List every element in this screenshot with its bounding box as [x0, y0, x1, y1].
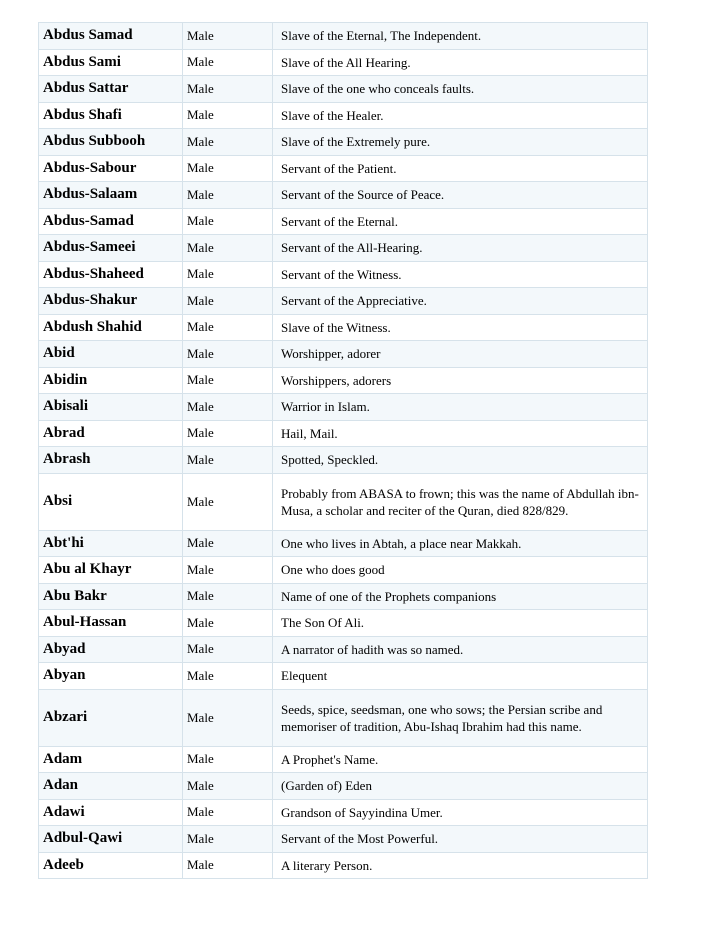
meaning-cell: A narrator of hadith was so named. — [273, 636, 648, 663]
gender-cell: Male — [183, 314, 273, 341]
gender-cell: Male — [183, 610, 273, 637]
gender-cell: Male — [183, 76, 273, 103]
gender-cell: Male — [183, 689, 273, 746]
gender-cell: Male — [183, 182, 273, 209]
name-cell: Adam — [39, 746, 183, 773]
gender-cell: Male — [183, 49, 273, 76]
name-cell: Abrad — [39, 420, 183, 447]
table-row — [39, 773, 648, 800]
name-cell: Adbul-Qawi — [39, 826, 183, 853]
gender-cell: Male — [183, 773, 273, 800]
gender-cell: Male — [183, 341, 273, 368]
table-row — [39, 182, 648, 209]
meaning-cell: Slave of the Healer. — [273, 102, 648, 129]
meaning-cell: Servant of the Eternal. — [273, 208, 648, 235]
meaning-cell: Slave of the Eternal, The Independent. — [273, 23, 648, 50]
gender-cell: Male — [183, 447, 273, 474]
gender-cell: Male — [183, 102, 273, 129]
name-cell: Abu al Khayr — [39, 557, 183, 584]
table-row — [39, 689, 648, 746]
gender-cell: Male — [183, 288, 273, 315]
gender-cell: Male — [183, 367, 273, 394]
gender-cell: Male — [183, 746, 273, 773]
table-row — [39, 208, 648, 235]
meaning-cell: Grandson of Sayyindina Umer. — [273, 799, 648, 826]
table-row — [39, 746, 648, 773]
names-table-body — [39, 23, 648, 879]
name-cell: Abdus-Shakur — [39, 288, 183, 315]
table-row — [39, 23, 648, 50]
table-row — [39, 341, 648, 368]
name-cell: Adeeb — [39, 852, 183, 879]
table-row — [39, 557, 648, 584]
name-cell: Abyan — [39, 663, 183, 690]
name-cell: Abdus Subbooh — [39, 129, 183, 156]
name-cell: Abdus-Shaheed — [39, 261, 183, 288]
name-cell: Absi — [39, 473, 183, 530]
table-row — [39, 826, 648, 853]
gender-cell: Male — [183, 235, 273, 262]
table-row — [39, 420, 648, 447]
table-row — [39, 636, 648, 663]
meaning-cell: Servant of the Source of Peace. — [273, 182, 648, 209]
table-row — [39, 155, 648, 182]
table-row — [39, 394, 648, 421]
gender-cell: Male — [183, 420, 273, 447]
gender-cell: Male — [183, 636, 273, 663]
table-row — [39, 261, 648, 288]
gender-cell: Male — [183, 826, 273, 853]
meaning-cell: Worshippers, adorers — [273, 367, 648, 394]
table-row — [39, 473, 648, 530]
gender-cell: Male — [183, 23, 273, 50]
meaning-cell: (Garden of) Eden — [273, 773, 648, 800]
gender-cell: Male — [183, 473, 273, 530]
name-cell: Abdus Sattar — [39, 76, 183, 103]
name-cell: Abidin — [39, 367, 183, 394]
table-row — [39, 367, 648, 394]
meaning-cell: Name of one of the Prophets companions — [273, 583, 648, 610]
table-row — [39, 852, 648, 879]
gender-cell: Male — [183, 557, 273, 584]
meaning-cell: Worshipper, adorer — [273, 341, 648, 368]
table-row — [39, 235, 648, 262]
name-cell: Adan — [39, 773, 183, 800]
meaning-cell: Slave of the Witness. — [273, 314, 648, 341]
name-cell: Abdus Samad — [39, 23, 183, 50]
meaning-cell: One who does good — [273, 557, 648, 584]
meaning-cell: A Prophet's Name. — [273, 746, 648, 773]
table-row — [39, 610, 648, 637]
name-cell: Abul-Hassan — [39, 610, 183, 637]
gender-cell: Male — [183, 394, 273, 421]
name-cell: Abzari — [39, 689, 183, 746]
name-cell: Abdus Sami — [39, 49, 183, 76]
gender-cell: Male — [183, 663, 273, 690]
meaning-cell: Probably from ABASA to frown; this was the name of Abdullah ibn-Musa, a scholar and reciter of the Quran, died 828/829. — [273, 473, 648, 530]
name-cell: Abrash — [39, 447, 183, 474]
name-cell: Abisali — [39, 394, 183, 421]
meaning-cell: Servant of the Patient. — [273, 155, 648, 182]
name-cell: Abdus Shafi — [39, 102, 183, 129]
meaning-cell: Warrior in Islam. — [273, 394, 648, 421]
meaning-cell: Slave of the one who conceals faults. — [273, 76, 648, 103]
table-row — [39, 76, 648, 103]
meaning-cell: Servant of the Most Powerful. — [273, 826, 648, 853]
gender-cell: Male — [183, 583, 273, 610]
table-row — [39, 583, 648, 610]
name-cell: Abdush Shahid — [39, 314, 183, 341]
gender-cell: Male — [183, 852, 273, 879]
meaning-cell: Servant of the All-Hearing. — [273, 235, 648, 262]
meaning-cell: Spotted, Speckled. — [273, 447, 648, 474]
meaning-cell: One who lives in Abtah, a place near Makkah. — [273, 530, 648, 557]
gender-cell: Male — [183, 208, 273, 235]
table-row — [39, 288, 648, 315]
name-cell: Abdus-Sabour — [39, 155, 183, 182]
table-row — [39, 447, 648, 474]
names-table — [38, 22, 648, 879]
gender-cell: Male — [183, 799, 273, 826]
name-cell: Abdus-Samad — [39, 208, 183, 235]
meaning-cell: A literary Person. — [273, 852, 648, 879]
meaning-cell: Seeds, spice, seedsman, one who sows; the Persian scribe and memoriser of tradition, Abu-Ishaq Ibrahim had this name. — [273, 689, 648, 746]
meaning-cell: Elequent — [273, 663, 648, 690]
meaning-cell: Servant of the Witness. — [273, 261, 648, 288]
name-cell: Abid — [39, 341, 183, 368]
meaning-cell: Servant of the Appreciative. — [273, 288, 648, 315]
table-row — [39, 102, 648, 129]
table-row — [39, 129, 648, 156]
name-cell: Abdus-Sameei — [39, 235, 183, 262]
table-row — [39, 799, 648, 826]
gender-cell: Male — [183, 129, 273, 156]
meaning-cell: Slave of the All Hearing. — [273, 49, 648, 76]
meaning-cell: Hail, Mail. — [273, 420, 648, 447]
meaning-cell: The Son Of Ali. — [273, 610, 648, 637]
name-cell: Adawi — [39, 799, 183, 826]
gender-cell: Male — [183, 155, 273, 182]
table-row — [39, 314, 648, 341]
gender-cell: Male — [183, 530, 273, 557]
table-row — [39, 530, 648, 557]
meaning-cell: Slave of the Extremely pure. — [273, 129, 648, 156]
name-cell: Abdus-Salaam — [39, 182, 183, 209]
name-cell: Abt'hi — [39, 530, 183, 557]
table-row — [39, 49, 648, 76]
name-cell: Abyad — [39, 636, 183, 663]
name-cell: Abu Bakr — [39, 583, 183, 610]
table-row — [39, 663, 648, 690]
gender-cell: Male — [183, 261, 273, 288]
